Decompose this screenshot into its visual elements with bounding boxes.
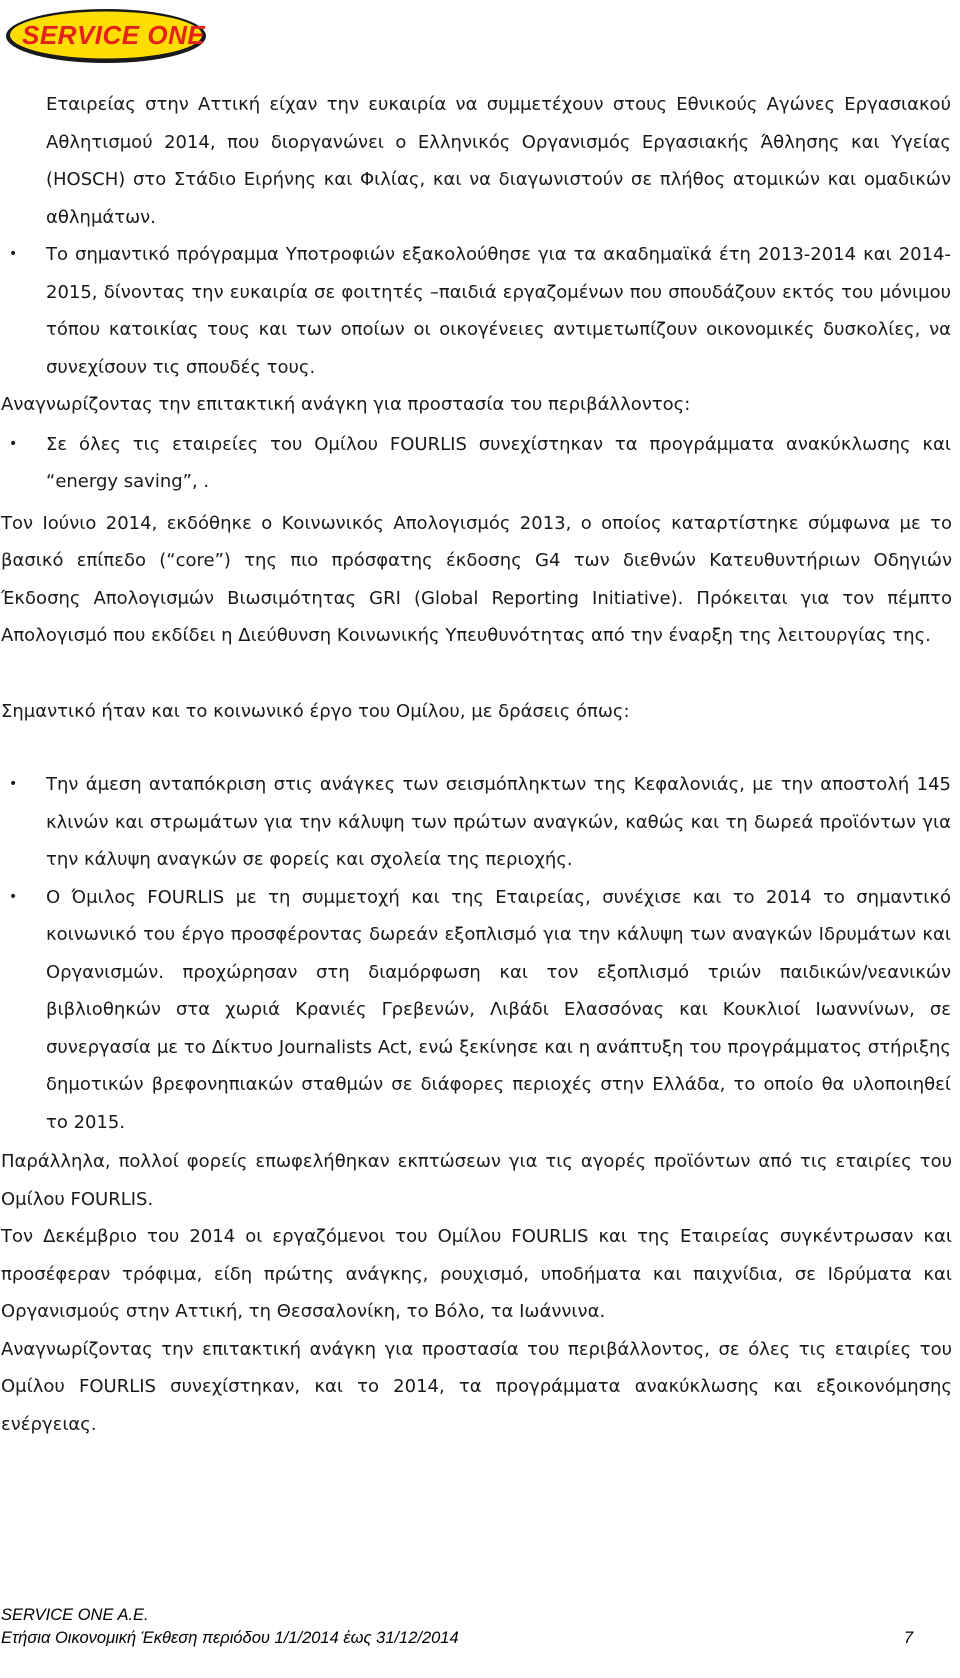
bullet-kefalonia: Την άμεση ανταπόκριση στις ανάγκες των σεισμόπληκτων της Κεφαλονιάς, με την αποστολή 145 κλινών και στρωμάτων για την κάλυψη των πρώτων αναγκών, καθώς και τη δωρεά προϊόντων για την κάλυψη αναγκών σε φορείς και σχολεία της περιοχής. (46, 774, 951, 870)
logo-text: SERVICE ONE (22, 20, 206, 50)
bullet-libraries: Ο Όμιλος FOURLIS με τη συμμετοχή και της Εταιρείας, συνέχισε και το 2014 το σημαντικό κοινωνικό του έργο προσφέροντας δωρεάν εξοπλισμό για την κάλυψη των αναγκών Ιδρυμάτων και Οργανισμών. προχώρησαν στη διαμόρφωση και τον εξοπλισμό τριών παιδικών/νεανικών βιβλιοθηκών στα χωριά Κρανιές Γρεβενών, Λιβάδι Ελασσόνας και Κουκλιοί Ιωαννίνων, σε συνεργασία με το Δίκτυο Journalists Act, ενώ ξεκίνησε και η ανάπτυξη του προγράμματος στήριξης δημοτικών βρεφονηπιακών σταθμών σε διάφορες περιοχές στην Ελλάδα, το οποίο θα υλοποιηθεί το 2015. (46, 886, 951, 1133)
bullet-icon: • (9, 776, 18, 792)
service-one-logo (2, 6, 214, 66)
list-item (9, 426, 951, 501)
bullet-icon: • (9, 246, 18, 262)
bullet-recycling-programs: Σε όλες τις εταιρείες του Ομίλου FOURLIS συνεχίστηκαν τα προγράμματα ανακύκλωσης και “energy saving”, . (46, 433, 951, 492)
page-number: 7 (903, 1629, 913, 1647)
list-item (9, 879, 951, 1142)
paragraph-discounts: Παράλληλα, πολλοί φορείς επωφελήθηκαν εκπτώσεων για τις αγορές προϊόντων από τις εταιρίες του Ομίλου FOURLIS. (1, 1151, 952, 1210)
paragraph-december-donations: Τον Δεκέμβριο του 2014 οι εργαζόμενοι του Ομίλου FOURLIS και της Εταιρείας συγκέντρωσαν και προσέφεραν τρόφιμα, είδη πρώτης ανάγκης, ρουχισμό, υποδήματα και παιχνίδια, σε Ιδρύματα και Οργανισμούς στην Αττική, τη Θεσσαλονίκη, το Βόλο, τα Ιωάννινα. (1, 1226, 952, 1322)
paragraph-environment-heading: Αναγνωρίζοντας την επιτακτική ανάγκη για προστασία του περιβάλλοντος: (1, 394, 691, 415)
bullet-icon: • (9, 888, 18, 905)
paragraph-social-report: Τον Ιούνιο 2014, εκδόθηκε ο Κοινωνικός Απολογισμός 2013, ο οποίος καταρτίστηκε σύμφωνα με το βασικό επίπεδο (“core”) της πιο πρόσφατης έκδοσης G4 των διεθνών Κατευθυντήριων Οδηγιών Έκδοσης Απολογισμών Βιωσιμότητας GRI (Global Reporting Initiative). Πρόκειται για τον πέμπτο Απολογισμό που εκδίδει η Διεύθυνση Κοινωνικής Υπευθυνότητας από την έναρξη της λειτουργίας της. (1, 512, 952, 646)
list-item (9, 766, 951, 879)
list-item (9, 236, 951, 386)
footer-report-title: Ετήσια Οικονομική Έκθεση περιόδου 1/1/2014 έως 31/12/2014 (1, 1629, 459, 1647)
footer-company: SERVICE ONE A.E. (1, 1606, 149, 1624)
paragraph-recycling: Αναγνωρίζοντας την επιτακτική ανάγκη για προστασία του περιβάλλοντος, σε όλες τις εταιρίες του Ομίλου FOURLIS συνεχίστηκαν, και το 2014, τα προγράμματα ανακύκλωσης και εξοικονόμησης ενέργειας. (1, 1338, 952, 1435)
paragraph-work-games: Εταιρείας στην Αττική είχαν την ευκαιρία να συμμετέχουν στους Εθνικούς Αγώνες Εργασιακού Αθλητισμού 2014, που διοργανώνει ο Ελληνικός Οργανισμός Εργασιακής Άθλησης και Υγείας (HOSCH) στο Στάδιο Ειρήνης και Φιλίας, και να διαγωνιστούν σε πλήθος ατομικών και ομαδικών αθλημάτων. (46, 94, 951, 228)
document-body (0, 86, 960, 1443)
page-footer (1, 1604, 913, 1650)
bullet-icon: • (9, 435, 18, 452)
paragraph-social-work-heading: Σημαντικό ήταν και το κοινωνικό έργο του Ομίλου, με δράσεις όπως: (1, 700, 630, 722)
bullet-scholarships: Το σημαντικό πρόγραμμα Υποτροφιών εξακολούθησε για τα ακαδημαϊκά έτη 2013-2014 και 2014-2015, δίνοντας την ευκαιρία σε φοιτητές –παιδιά εργαζομένων που σπουδάζουν εκτός του μόνιμου τόπου κατοικίας τους και των οποίων οι οικογένειες αντιμετωπίζουν οικονομικές δυσκολίες, να συνεχίσουν τις σπουδές τους. (46, 244, 951, 378)
